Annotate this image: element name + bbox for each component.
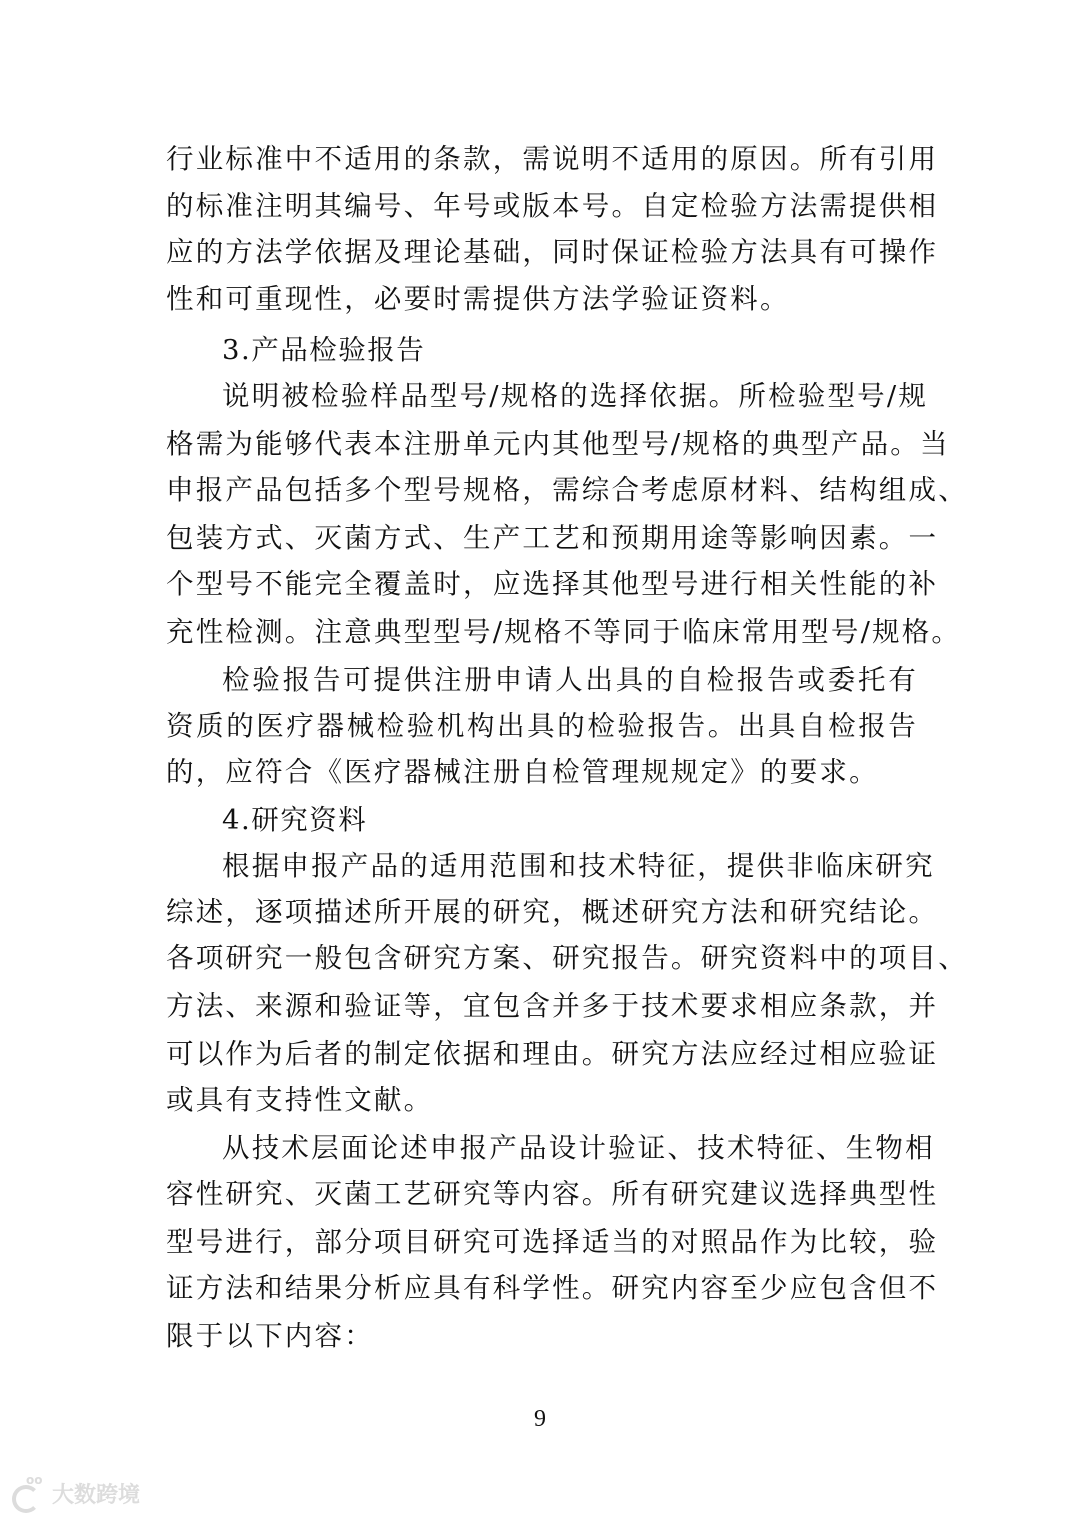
watermark xyxy=(10,1478,140,1509)
text-line: 方法、来源和验证等，宜包含并多于技术要求相应条款，并 xyxy=(166,990,939,1022)
section-heading-4: 4.研究资料 xyxy=(222,804,368,836)
text-line: 申报产品包括多个型号规格，需综合考虑原材料、结构组成、 xyxy=(166,474,968,506)
text-line: 格需为能够代表本注册单元内其他型号/规格的典型产品。当 xyxy=(166,428,950,460)
text-line: 限于以下内容： xyxy=(166,1320,374,1352)
page-number: 9 xyxy=(534,1406,546,1432)
text-line: 性和可重现性，必要时需提供方法学验证资料。 xyxy=(166,283,790,315)
text-line: 各项研究一般包含研究方案、研究报告。研究资料中的项目、 xyxy=(166,942,968,974)
section-heading-3: 3.产品检验报告 xyxy=(222,334,426,366)
text-line: 的标准注明其编号、年号或版本号。自定检验方法需提供相 xyxy=(166,190,939,222)
text-line: 的，应符合《医疗器械注册自检管理规规定》的要求。 xyxy=(166,756,879,788)
text-line: 可以作为后者的制定依据和理由。研究方法应经过相应验证 xyxy=(166,1038,939,1070)
text-line: 证方法和结果分析应具有科学性。研究内容至少应包含但不 xyxy=(166,1272,939,1304)
text-line: 行业标准中不适用的条款，需说明不适用的原因。所有引用 xyxy=(166,143,939,175)
watermark-text: 大数跨境 xyxy=(52,1483,141,1508)
text-line: 容性研究、灭菌工艺研究等内容。所有研究建议选择典型性 xyxy=(166,1178,939,1210)
text-line: 型号进行，部分项目研究可选择适当的对照品作为比较，验 xyxy=(166,1226,939,1258)
text-line: 从技术层面论述申报产品设计验证、技术特征、生物相 xyxy=(222,1132,935,1164)
k100-logo-icon xyxy=(10,1479,46,1509)
text-line: 检验报告可提供注册申请人出具的自检报告或委托有 xyxy=(222,664,918,696)
text-line: 个型号不能完全覆盖时，应选择其他型号进行相关性能的补 xyxy=(166,568,939,600)
text-line: 应的方法学依据及理论基础，同时保证检验方法具有可操作 xyxy=(166,236,939,268)
text-line: 充性检测。注意典型型号/规格不等同于临床常用型号/规格。 xyxy=(166,616,962,648)
text-line: 根据申报产品的适用范围和技术特征，提供非临床研究 xyxy=(222,850,935,882)
text-line: 综述，逐项描述所开展的研究，概述研究方法和研究结论。 xyxy=(166,896,939,928)
text-line: 资质的医疗器械检验机构出具的检验报告。出具自检报告 xyxy=(166,710,918,742)
text-line: 说明被检验样品型号/规格的选择依据。所检验型号/规 xyxy=(222,380,929,412)
text-line: 或具有支持性文献。 xyxy=(166,1084,434,1116)
text-line: 包装方式、灭菌方式、生产工艺和预期用途等影响因素。一 xyxy=(166,522,939,554)
